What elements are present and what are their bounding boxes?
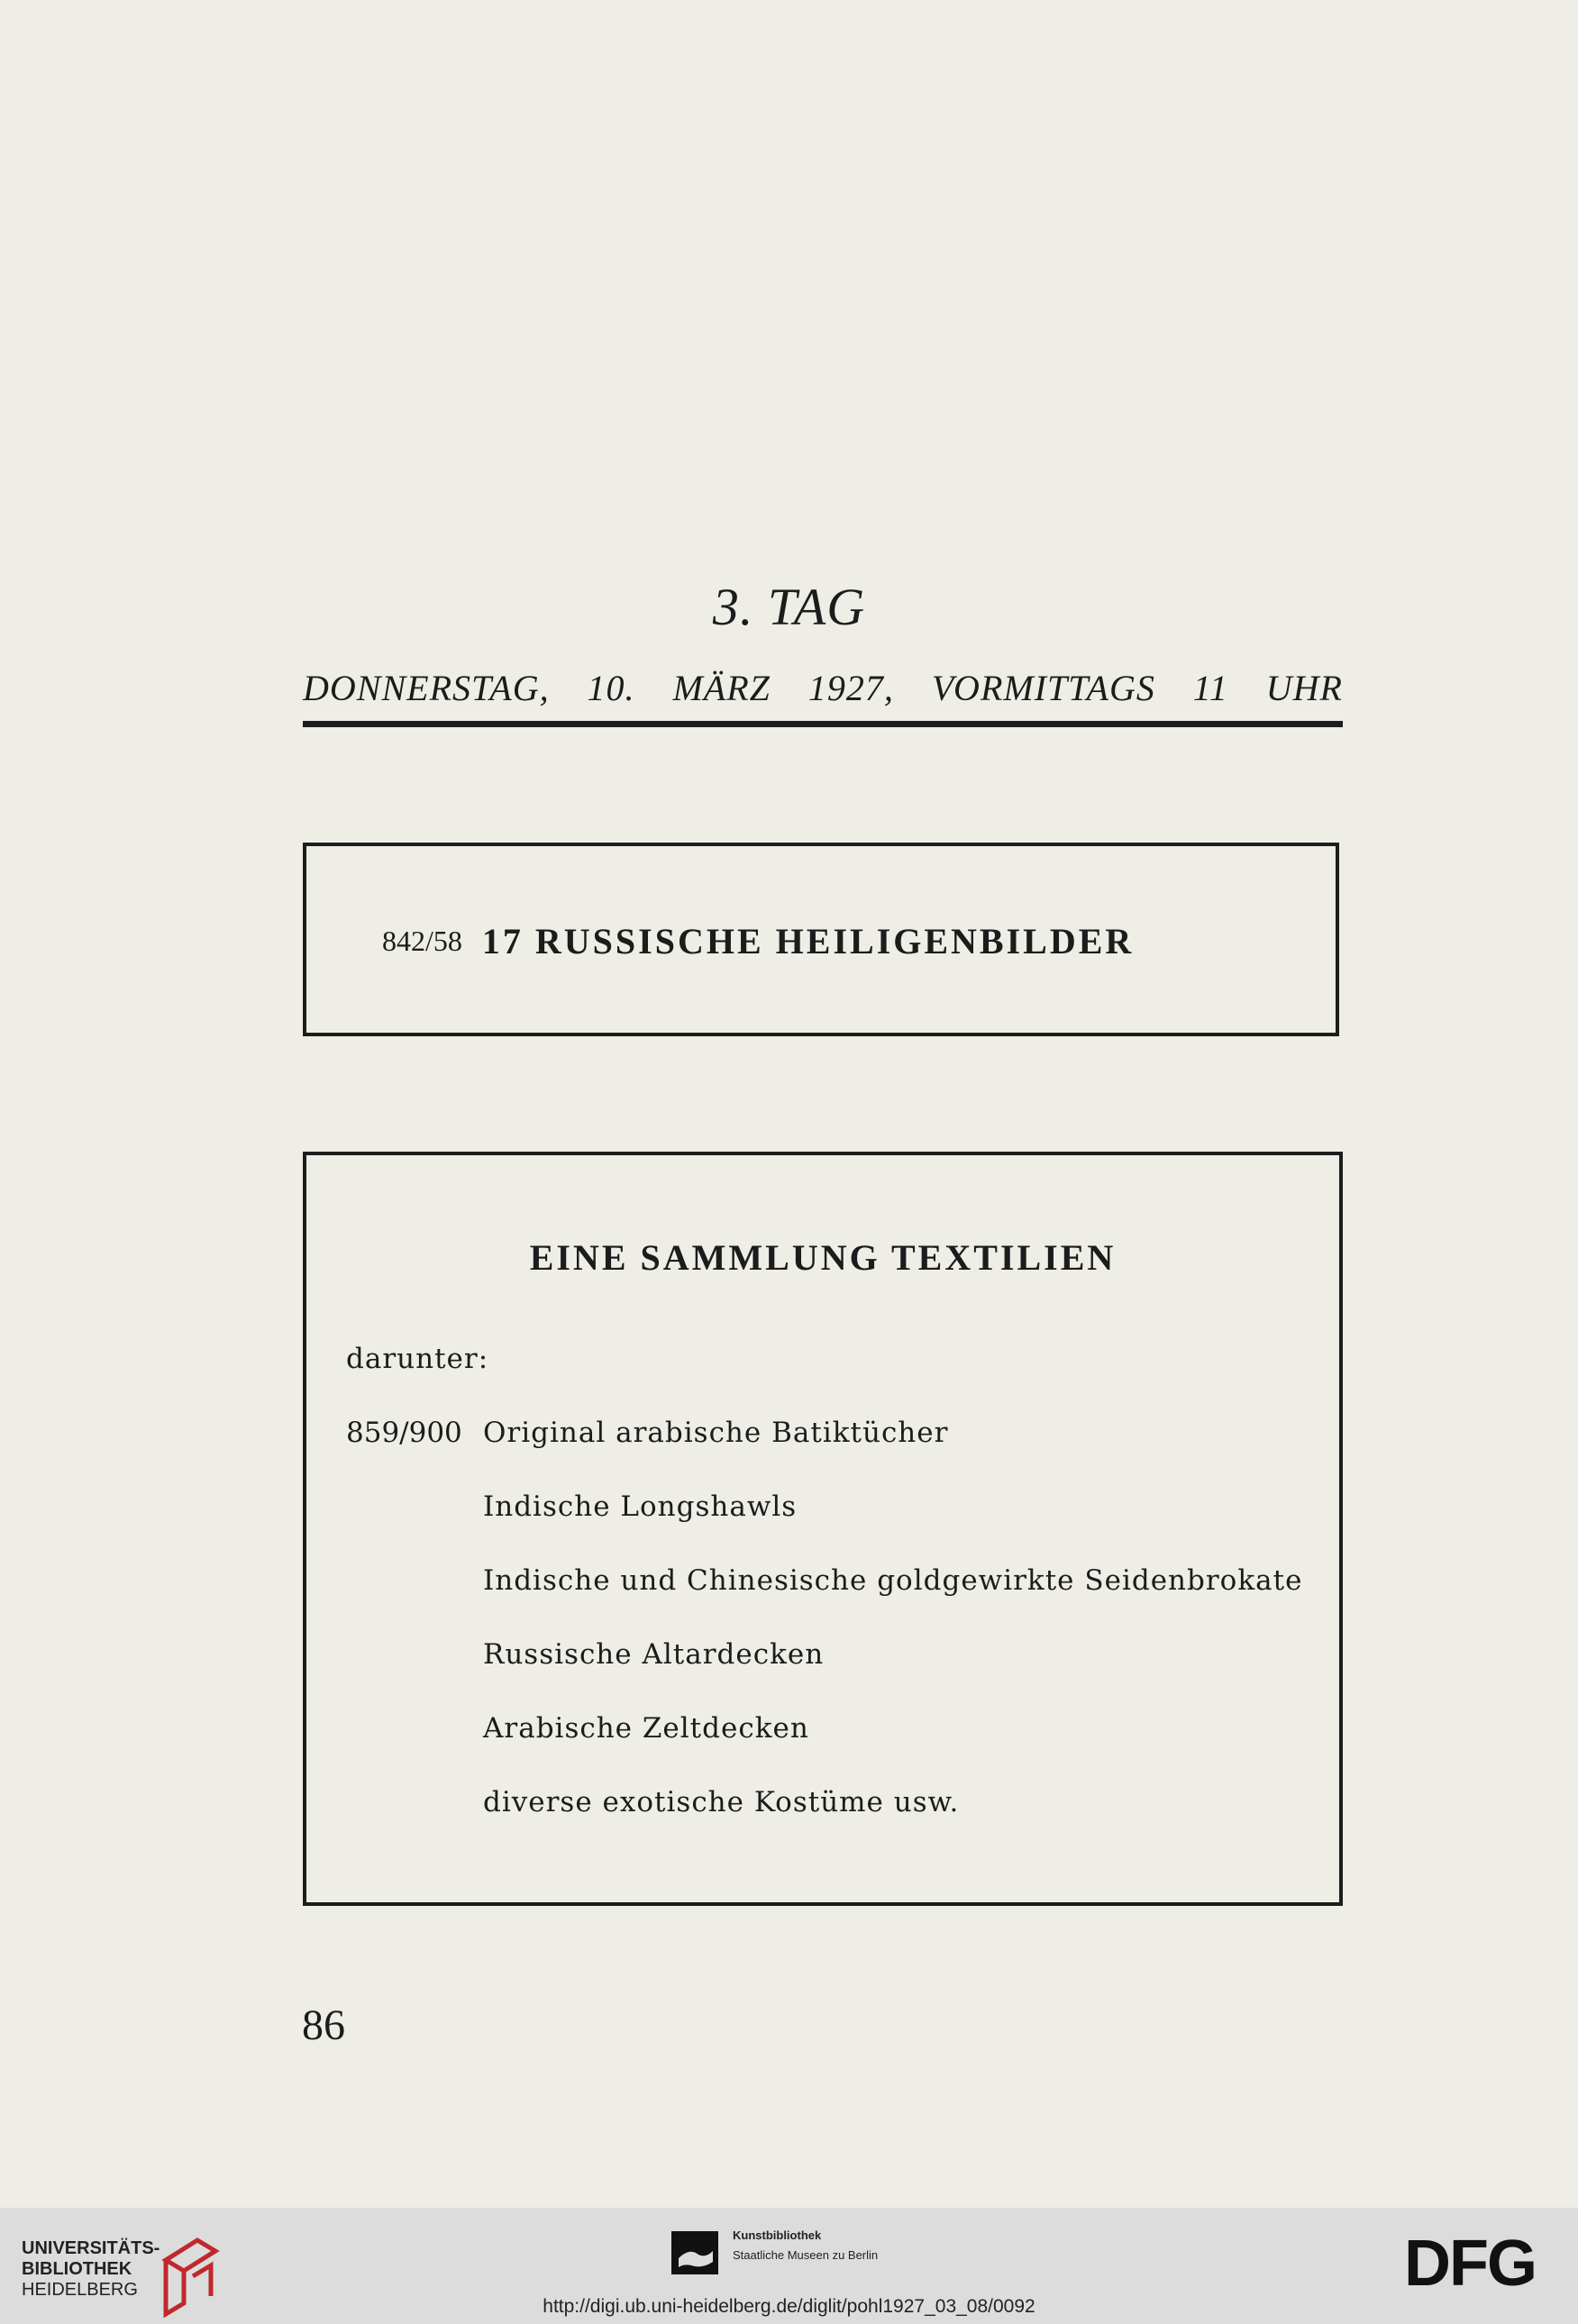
section-title: EINE SAMMLUNG TEXTILIEN bbox=[529, 1237, 1117, 1278]
library-logo[interactable] bbox=[22, 2238, 160, 2301]
list-item: Indische und Chinesische goldgewirkte Seidenbrokate bbox=[483, 1564, 1303, 1597]
permalink[interactable]: http://digi.ub.uni-heidelberg.de/diglit/pohl1927_03_08/0092 bbox=[543, 2296, 1035, 2317]
lot-row bbox=[382, 920, 1134, 962]
day-heading: 3. TAG bbox=[712, 578, 866, 636]
list-item: Original arabische Batiktücher bbox=[483, 1417, 949, 1449]
intro-text: darunter: bbox=[346, 1343, 489, 1375]
dfg-logo[interactable]: DFG bbox=[1404, 2228, 1536, 2300]
date-heading: DONNERSTAG, 10. MÄRZ 1927, VORMITTAGS 11 UHR bbox=[303, 668, 1343, 708]
partner-name: Kunstbibliothek Staatliche Museen zu Berlin bbox=[733, 2228, 879, 2262]
list-item: diverse exotische Kostüme usw. bbox=[483, 1786, 960, 1818]
library-name: UNIVERSITÄTS- BIBLIOTHEK HEIDELBERG bbox=[22, 2238, 160, 2300]
list-item: Arabische Zeltdecken bbox=[483, 1712, 809, 1745]
lot-numbers: 842/58 bbox=[382, 925, 462, 957]
lot-box-icons bbox=[303, 843, 1339, 1036]
list-item: Indische Longshawls bbox=[483, 1490, 798, 1523]
lot-box-textiles bbox=[303, 1152, 1343, 1906]
heading-rule bbox=[303, 721, 1343, 727]
footer-bar bbox=[0, 2208, 1578, 2324]
list-item: Russische Altardecken bbox=[483, 1638, 825, 1671]
eagle-emblem-icon bbox=[671, 2231, 718, 2274]
lot-numbers: 859/900 bbox=[346, 1417, 462, 1449]
lot-title: 17 RUSSISCHE HEILIGENBILDER bbox=[481, 921, 1135, 961]
page-number: 86 bbox=[302, 2001, 345, 2049]
